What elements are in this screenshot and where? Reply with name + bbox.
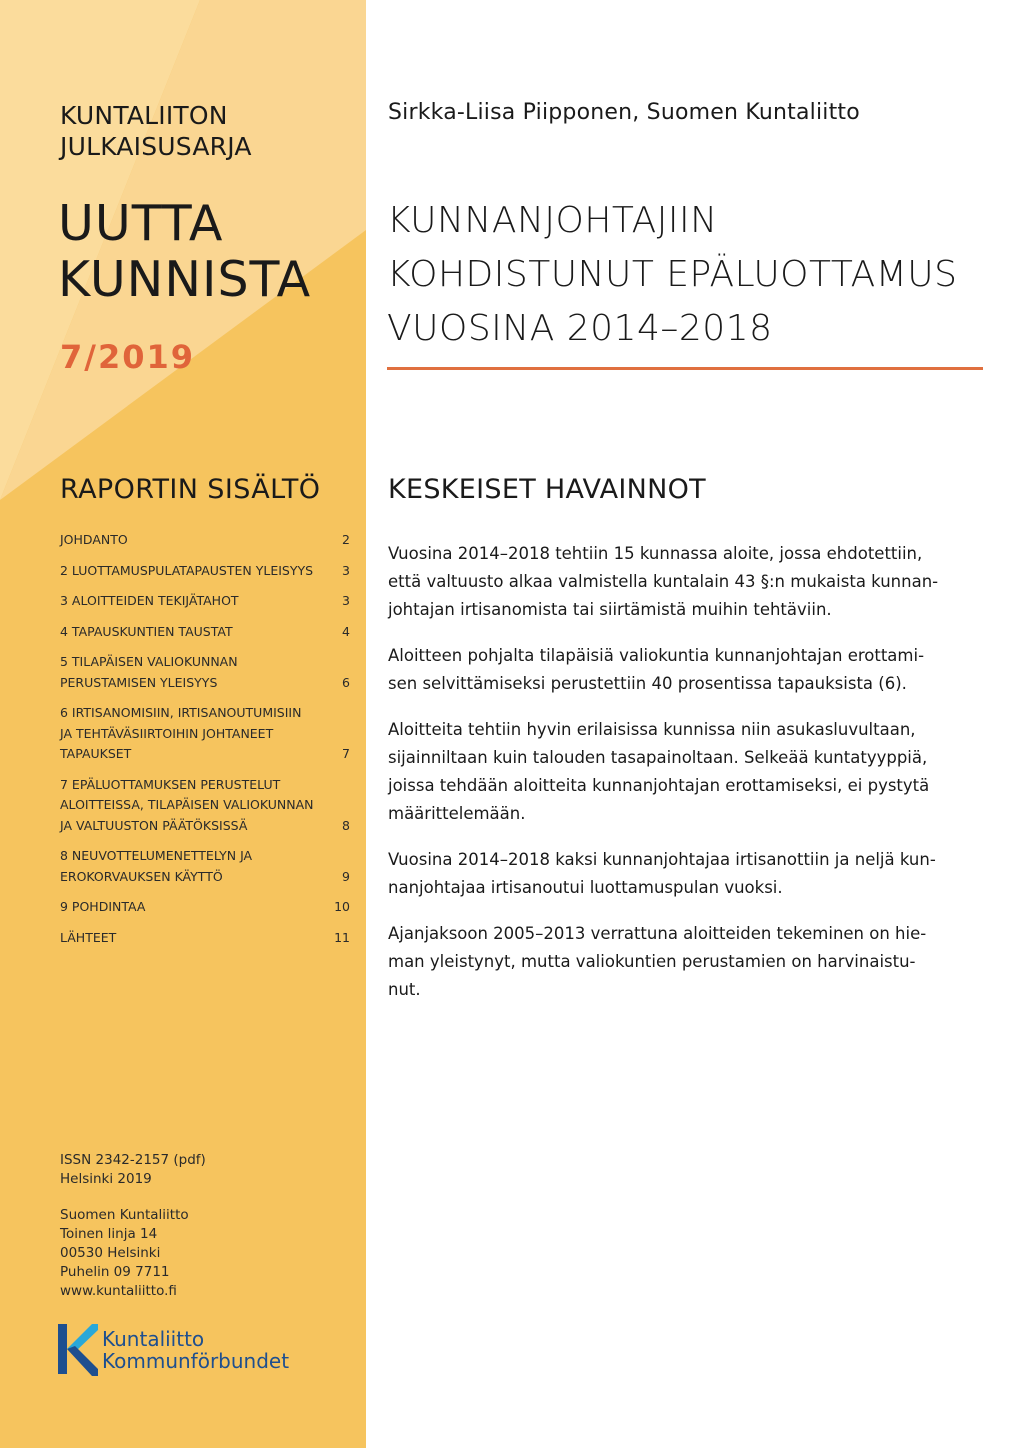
toc-item-page: 4 bbox=[342, 623, 350, 639]
toc-item-title: 8 NEUVOTTELUMENETTELYN JA EROKORVAUKSEN KÄYTTÖ bbox=[60, 848, 253, 884]
text-line: Aloitteen pohjalta tilapäisiä valiokuntia kunnanjohtajan erottami- bbox=[388, 646, 925, 665]
sidebar bbox=[0, 0, 366, 1448]
text-line: Vuosina 2014–2018 kaksi kunnanjohtajaa irtisanottiin ja neljä kun- bbox=[388, 850, 936, 869]
toc-item-title: 6 IRTISANOMISIIN, IRTISANOUTUMISIIN JA TEHTÄVÄSIIRTOIHIN JOHTANEET TAPAUKSET bbox=[60, 705, 302, 761]
text-line: Aloitteita tehtiin hyvin erilaisissa kunnissa niin asukasluvultaan, bbox=[388, 720, 916, 739]
authors: Sirkka-Liisa Piipponen, Suomen Kuntaliitto bbox=[388, 100, 860, 125]
toc-item[interactable] bbox=[60, 928, 350, 949]
text-line: että valtuusto alkaa valmistella kuntalain 43 §:n mukaista kunnan- bbox=[388, 572, 939, 591]
toc-item-title: 3 ALOITTEIDEN TEKIJÄTAHOT bbox=[60, 593, 239, 608]
toc-item-page: 7 bbox=[342, 746, 350, 761]
publication-info-line: Helsinki 2019 bbox=[60, 1171, 152, 1187]
address-line: Suomen Kuntaliitto bbox=[60, 1207, 189, 1223]
publication-info-line: ISSN 2342-2157 (pdf) bbox=[60, 1152, 206, 1168]
text-line: Vuosina 2014–2018 tehtiin 15 kunnassa aloite, jossa ehdotettiin, bbox=[388, 544, 923, 563]
toc-item-title: 4 TAPAUSKUNTIEN TAUSTAT bbox=[60, 623, 233, 639]
toc-item-title: 5 TILAPÄISEN VALIOKUNNAN PERUSTAMISEN YLEISYYS bbox=[60, 654, 238, 690]
magazine-title bbox=[58, 196, 311, 308]
findings-heading: KESKEISET HAVAINNOT bbox=[388, 474, 706, 505]
toc-item-page: 8 bbox=[342, 817, 350, 833]
address-line: Toinen linja 14 bbox=[60, 1226, 158, 1242]
main-content bbox=[366, 0, 1024, 1448]
key-findings bbox=[388, 540, 968, 1022]
magazine-title-line: KUNNISTA bbox=[58, 251, 312, 308]
toc-item[interactable] bbox=[60, 591, 350, 612]
toc-item[interactable] bbox=[60, 652, 350, 693]
toc-item-page: 2 bbox=[342, 532, 350, 547]
text-line: määrittelemään. bbox=[388, 804, 526, 823]
document-title bbox=[387, 194, 957, 356]
toc-item[interactable] bbox=[60, 530, 350, 551]
kuntaliitto-logo-icon bbox=[58, 1322, 98, 1378]
text-line: nanjohtajaa irtisanoutui luottamuspulan vuoksi. bbox=[388, 878, 783, 897]
address-line: Puhelin 09 7711 bbox=[60, 1264, 170, 1280]
logo-text bbox=[102, 1328, 289, 1372]
table-of-contents bbox=[60, 530, 350, 958]
toc-item[interactable] bbox=[60, 703, 350, 765]
text-line: man yleistynyt, mutta valiokuntien perustamien on harvinaistu- bbox=[388, 952, 916, 971]
issue-number: 7/2019 bbox=[60, 338, 196, 376]
finding-paragraph bbox=[388, 920, 968, 1004]
series-name-line: KUNTALIITON bbox=[60, 101, 228, 130]
logo-text-line: Kommunförbundet bbox=[102, 1349, 290, 1373]
toc-item-page: 9 bbox=[342, 868, 350, 884]
finding-paragraph bbox=[388, 540, 968, 624]
toc-item-title: LÄHTEET bbox=[60, 929, 117, 945]
text-line: Ajanjaksoon 2005–2013 verrattuna aloitteiden tekeminen on hie- bbox=[388, 924, 927, 943]
series-name-line: JULKAISUSARJA bbox=[60, 132, 252, 161]
toc-item-page: 11 bbox=[334, 929, 350, 945]
text-line: sijainniltaan kuin talouden tasapainoltaan. Selkeää kuntatyyppiä, bbox=[388, 748, 928, 767]
kuntaliitto-logo bbox=[58, 1322, 318, 1382]
publisher-address bbox=[60, 1206, 189, 1301]
toc-item[interactable] bbox=[60, 897, 350, 918]
toc-item-page: 3 bbox=[342, 562, 350, 578]
toc-item[interactable] bbox=[60, 622, 350, 643]
address-line: 00530 Helsinki bbox=[60, 1245, 161, 1261]
toc-item[interactable] bbox=[60, 775, 350, 837]
website-link[interactable]: www.kuntaliitto.fi bbox=[60, 1283, 177, 1299]
toc-heading: RAPORTIN SISÄLTÖ bbox=[60, 474, 321, 505]
finding-paragraph bbox=[388, 716, 968, 828]
finding-paragraph bbox=[388, 846, 968, 902]
text-line: nut. bbox=[388, 980, 421, 999]
text-line: johtajan irtisanomista tai siirtämistä muihin tehtäviin. bbox=[388, 600, 832, 619]
publication-info bbox=[60, 1151, 206, 1189]
magazine-title-line: UUTTA bbox=[58, 195, 224, 252]
toc-item-page: 6 bbox=[342, 674, 350, 690]
title-divider bbox=[387, 367, 983, 370]
toc-item-title: JOHDANTO bbox=[60, 532, 128, 547]
toc-item-title: 2 LUOTTAMUSPULATAPAUSTEN YLEISYYS bbox=[60, 562, 314, 578]
text-line: sen selvittämiseksi perustettiin 40 prosentissa tapauksista (6). bbox=[388, 674, 907, 693]
logo-text-line: Kuntaliitto bbox=[102, 1327, 205, 1351]
document-title-line: KUNNANJOHTAJIIN bbox=[387, 200, 718, 241]
document-title-line: KOHDISTUNUT EPÄLUOTTAMUS bbox=[387, 254, 958, 295]
sidebar-content bbox=[0, 0, 366, 1448]
toc-item-page: 3 bbox=[342, 593, 350, 608]
toc-item-page: 10 bbox=[334, 899, 350, 914]
finding-paragraph bbox=[388, 642, 968, 698]
document-title-line: VUOSINA 2014–2018 bbox=[387, 308, 773, 349]
toc-item[interactable] bbox=[60, 846, 350, 887]
text-line: joissa tehdään aloitteita kunnanjohtajan erottamiseksi, ei pystytä bbox=[388, 776, 930, 795]
toc-item[interactable] bbox=[60, 561, 350, 582]
toc-item-title: 7 EPÄLUOTTAMUKSEN PERUSTELUT ALOITTEISSA, TILAPÄISEN VALIOKUNNAN JA VALTUUSTON PÄÄTÖKSISSÄ bbox=[60, 776, 314, 833]
series-name bbox=[60, 100, 252, 162]
toc-item-title: 9 POHDINTAA bbox=[60, 899, 146, 914]
